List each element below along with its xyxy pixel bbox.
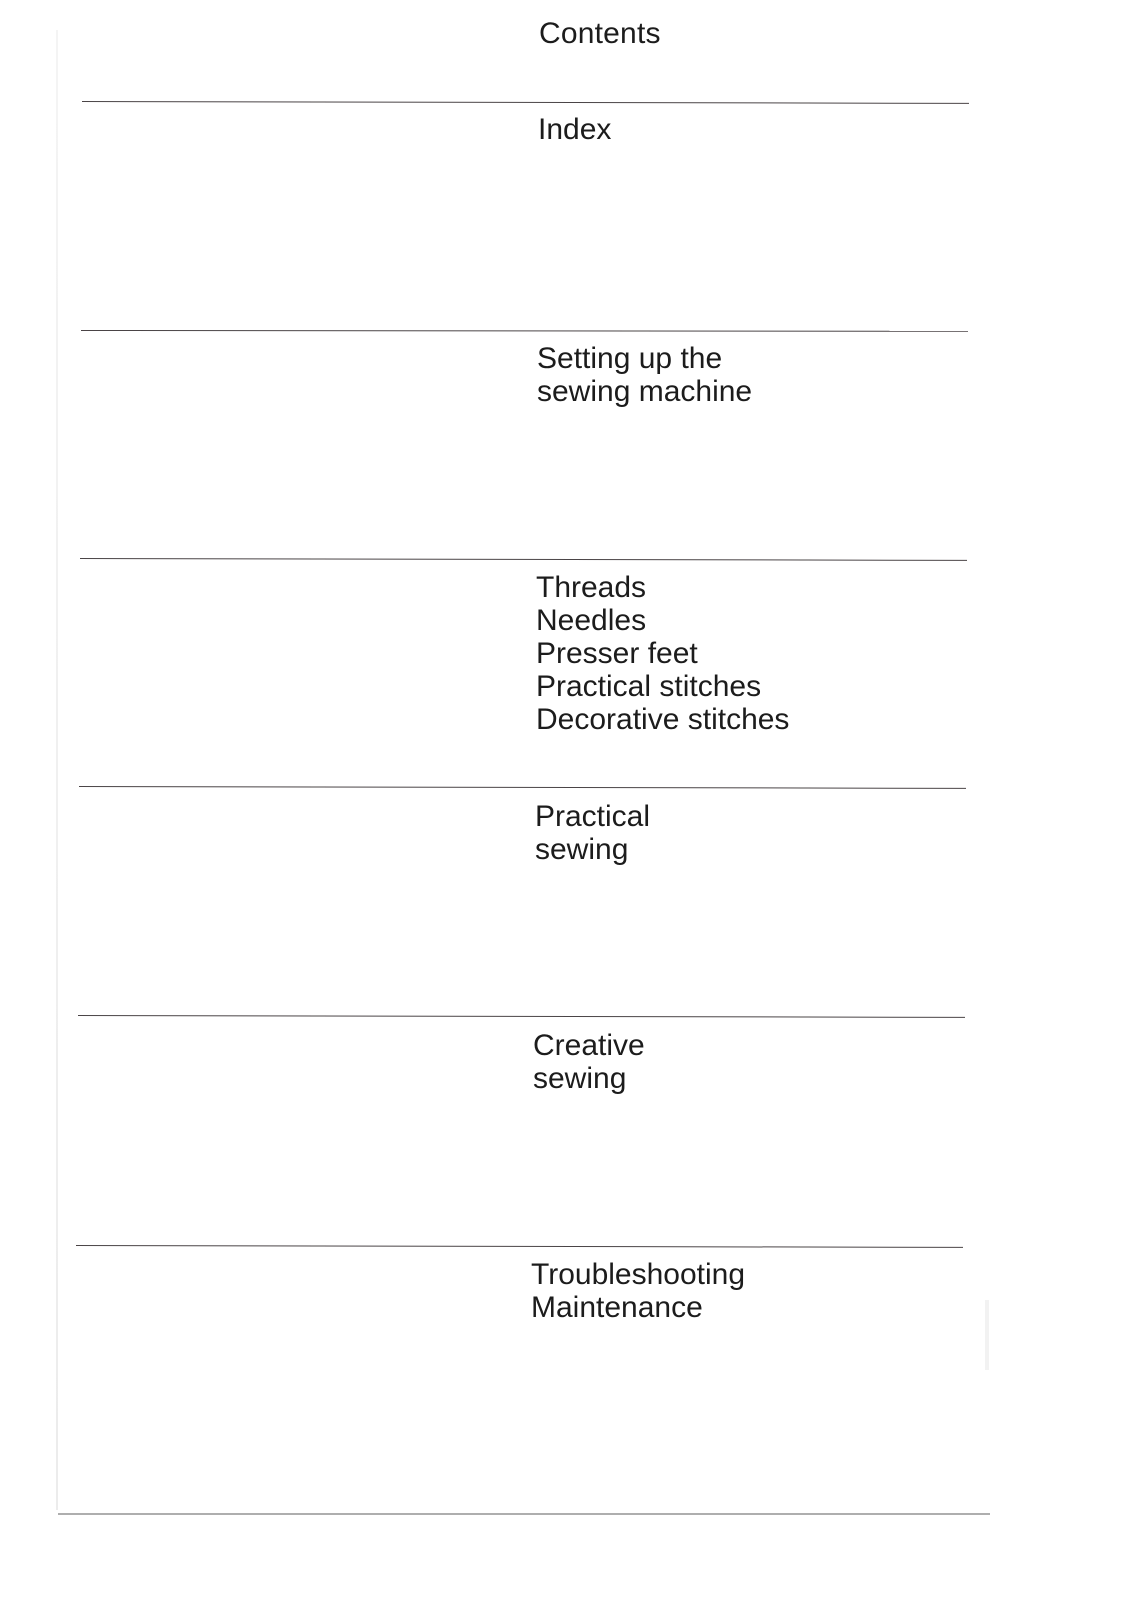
section-index-label: Index	[538, 113, 612, 146]
section-troubleshooting	[531, 1258, 745, 1324]
page-bottom-edge	[58, 1513, 990, 1515]
section-creative-sewing-line-1: Creative	[533, 1029, 645, 1062]
section-troubleshooting-item: Maintenance	[531, 1291, 703, 1324]
section-basics-item: Decorative stitches	[536, 703, 790, 736]
section-divider	[76, 1245, 963, 1248]
section-basics-item: Practical stitches	[536, 670, 762, 703]
scan-edge-left	[56, 30, 58, 1510]
page-title: Contents	[539, 17, 661, 50]
section-basics-item: Needles	[536, 604, 647, 637]
section-divider	[82, 101, 969, 104]
section-divider	[78, 1015, 965, 1018]
section-practical-sewing-line-1: Practical	[535, 800, 651, 833]
section-basics-item: Threads	[536, 571, 647, 604]
section-index	[538, 113, 611, 146]
section-practical-sewing	[535, 800, 650, 866]
section-divider	[81, 330, 968, 332]
section-setup-label-line-1: Setting up the	[537, 342, 723, 375]
section-basics-item: Presser feet	[536, 637, 698, 670]
scan-edge-right	[985, 1300, 989, 1370]
section-troubleshooting-item: Troubleshooting	[531, 1258, 746, 1291]
section-setup	[537, 342, 752, 408]
section-creative-sewing-line-2: sewing	[533, 1062, 627, 1095]
section-basics	[536, 571, 789, 736]
section-setup-label-line-2: sewing machine	[537, 375, 753, 408]
section-practical-sewing-line-2: sewing	[535, 833, 629, 866]
section-creative-sewing	[533, 1029, 645, 1095]
section-divider	[79, 786, 966, 789]
section-divider	[80, 558, 967, 561]
